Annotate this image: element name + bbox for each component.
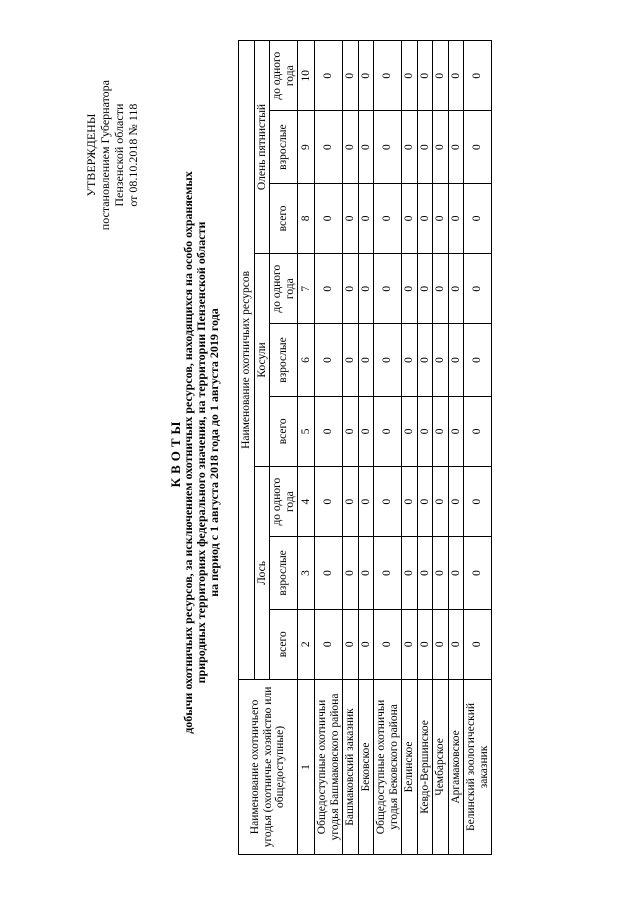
quota-value: 0 — [448, 537, 464, 609]
approval-block — [84, 80, 140, 230]
quota-value: 0 — [448, 111, 464, 183]
table-body — [315, 41, 492, 855]
quota-value: 0 — [315, 609, 343, 679]
table-row — [343, 41, 359, 855]
quota-value: 0 — [358, 111, 374, 183]
quota-value: 0 — [417, 254, 433, 324]
hunting-ground-name: Чембарское — [433, 679, 449, 854]
quota-value: 0 — [448, 396, 464, 466]
quota-value: 0 — [464, 609, 492, 679]
document-subtitle — [182, 0, 221, 905]
quota-value: 0 — [417, 183, 433, 253]
quota-value: 0 — [358, 254, 374, 324]
hunting-ground-name: Белинское — [402, 679, 418, 854]
quota-value: 0 — [374, 609, 402, 679]
quota-value: 0 — [433, 41, 449, 111]
approval-line: постановлением Губернатора — [98, 80, 112, 231]
quota-value: 0 — [374, 254, 402, 324]
quota-value: 0 — [464, 183, 492, 253]
quota-value: 0 — [315, 183, 343, 253]
approval-line: Пензенской области — [112, 103, 126, 207]
quota-value: 0 — [448, 254, 464, 324]
quota-value: 0 — [417, 537, 433, 609]
subtitle-line: добычи охотничьих ресурсов, за исключением охотничьих ресурсов, находящихся на особо охраняемых — [181, 171, 195, 734]
quota-value: 0 — [374, 183, 402, 253]
header-hunting-ground: Наименование охотничьего угодья (охотничье хозяйство или общедоступные) — [239, 679, 298, 854]
column-number: 1 — [298, 679, 315, 854]
quota-value: 0 — [417, 609, 433, 679]
quota-value: 0 — [464, 111, 492, 183]
quota-value: 0 — [358, 537, 374, 609]
quota-value: 0 — [402, 111, 418, 183]
quota-table — [238, 40, 492, 855]
quota-value: 0 — [315, 111, 343, 183]
table-row — [417, 41, 433, 855]
quota-value: 0 — [464, 537, 492, 609]
quota-value: 0 — [315, 537, 343, 609]
quota-value: 0 — [343, 609, 359, 679]
quota-value: 0 — [343, 537, 359, 609]
column-number: 10 — [298, 41, 315, 111]
quota-value: 0 — [402, 466, 418, 536]
column-number: 9 — [298, 111, 315, 183]
column-number: 5 — [298, 396, 315, 466]
subheader-adult: взрослые — [270, 537, 298, 609]
quota-value: 0 — [417, 111, 433, 183]
quota-value: 0 — [433, 111, 449, 183]
hunting-ground-name: Белинский зоологический заказник — [464, 679, 492, 854]
quota-value: 0 — [374, 537, 402, 609]
header-species-roe: Косули — [254, 254, 270, 467]
subtitle-line: природных территориях федерального значения, на территории Пензенской области — [194, 221, 208, 684]
table-row — [315, 41, 343, 855]
table-row — [448, 41, 464, 855]
column-number: 4 — [298, 466, 315, 536]
quota-value: 0 — [358, 609, 374, 679]
column-number: 3 — [298, 537, 315, 609]
quota-value: 0 — [402, 41, 418, 111]
subheader-adult: взрослые — [270, 324, 298, 396]
quota-value: 0 — [433, 537, 449, 609]
quota-value: 0 — [315, 324, 343, 396]
quota-value: 0 — [448, 609, 464, 679]
quota-value: 0 — [402, 537, 418, 609]
quota-value: 0 — [358, 183, 374, 253]
quota-value: 0 — [374, 396, 402, 466]
quota-value: 0 — [448, 324, 464, 396]
quota-value: 0 — [343, 111, 359, 183]
quota-value: 0 — [374, 324, 402, 396]
column-number: 8 — [298, 183, 315, 253]
column-number: 6 — [298, 324, 315, 396]
quota-value: 0 — [464, 396, 492, 466]
quota-value: 0 — [464, 324, 492, 396]
quota-value: 0 — [433, 254, 449, 324]
quota-value: 0 — [417, 41, 433, 111]
subheader-total: всего — [270, 183, 298, 253]
quota-value: 0 — [358, 466, 374, 536]
quota-value: 0 — [358, 41, 374, 111]
hunting-ground-name: Бековское — [358, 679, 374, 854]
quota-value: 0 — [402, 254, 418, 324]
subheader-young: до одного года — [270, 254, 298, 324]
table-row — [358, 41, 374, 855]
quota-value: 0 — [448, 41, 464, 111]
subheader-total: всего — [270, 396, 298, 466]
quota-value: 0 — [464, 41, 492, 111]
hunting-ground-name: Общедоступные охотничьи угодья Башмаковского района — [315, 679, 343, 854]
quota-value: 0 — [433, 466, 449, 536]
quota-value: 0 — [315, 41, 343, 111]
subheader-adult: взрослые — [270, 111, 298, 183]
column-number: 2 — [298, 609, 315, 679]
hunting-ground-name: Башмаковский заказник — [343, 679, 359, 854]
quota-value: 0 — [433, 183, 449, 253]
quota-value: 0 — [374, 466, 402, 536]
quota-value: 0 — [433, 609, 449, 679]
hunting-ground-name: Аргамаковское — [448, 679, 464, 854]
table-row — [374, 41, 402, 855]
quota-value: 0 — [417, 466, 433, 536]
quota-value: 0 — [402, 183, 418, 253]
quota-value: 0 — [433, 396, 449, 466]
quota-value: 0 — [315, 254, 343, 324]
subheader-young: до одного года — [270, 466, 298, 536]
quota-value: 0 — [464, 254, 492, 324]
quota-value: 0 — [358, 324, 374, 396]
quota-value: 0 — [343, 183, 359, 253]
document-title: КВОТЫ — [168, 417, 183, 488]
quota-value: 0 — [343, 324, 359, 396]
quota-value: 0 — [433, 324, 449, 396]
quota-value: 0 — [448, 183, 464, 253]
quota-value: 0 — [343, 254, 359, 324]
table-row — [433, 41, 449, 855]
quota-value: 0 — [448, 466, 464, 536]
column-number-row — [298, 41, 315, 855]
approval-line: УТВЕРЖДЕНЫ — [84, 113, 98, 197]
header-resources: Наименование охотничьих ресурсов — [239, 41, 255, 680]
quota-value: 0 — [464, 466, 492, 536]
table-row — [464, 41, 492, 855]
quota-value: 0 — [374, 41, 402, 111]
header-species-elk: Лось — [254, 466, 270, 679]
hunting-ground-name: Кевдо-Вершинское — [417, 679, 433, 854]
quota-value: 0 — [343, 466, 359, 536]
quota-value: 0 — [402, 609, 418, 679]
quota-value: 0 — [315, 396, 343, 466]
quota-value: 0 — [402, 324, 418, 396]
table-row — [402, 41, 418, 855]
quota-value: 0 — [358, 396, 374, 466]
subheader-young: до одного года — [270, 41, 298, 111]
quota-value: 0 — [417, 324, 433, 396]
hunting-ground-name: Общедоступные охотничьи угодья Бековского района — [374, 679, 402, 854]
approval-line: от 08.10.2018 № 118 — [126, 103, 140, 207]
quota-value: 0 — [343, 41, 359, 111]
quota-value: 0 — [343, 396, 359, 466]
quota-value: 0 — [417, 396, 433, 466]
quota-value: 0 — [374, 111, 402, 183]
header-species-deer: Олень пятнистый — [254, 41, 270, 254]
quota-value: 0 — [315, 466, 343, 536]
subheader-total: всего — [270, 609, 298, 679]
quota-value: 0 — [402, 396, 418, 466]
subtitle-line: на период с 1 августа 2018 года до 1 августа 2019 года — [207, 308, 221, 597]
column-number: 7 — [298, 254, 315, 324]
